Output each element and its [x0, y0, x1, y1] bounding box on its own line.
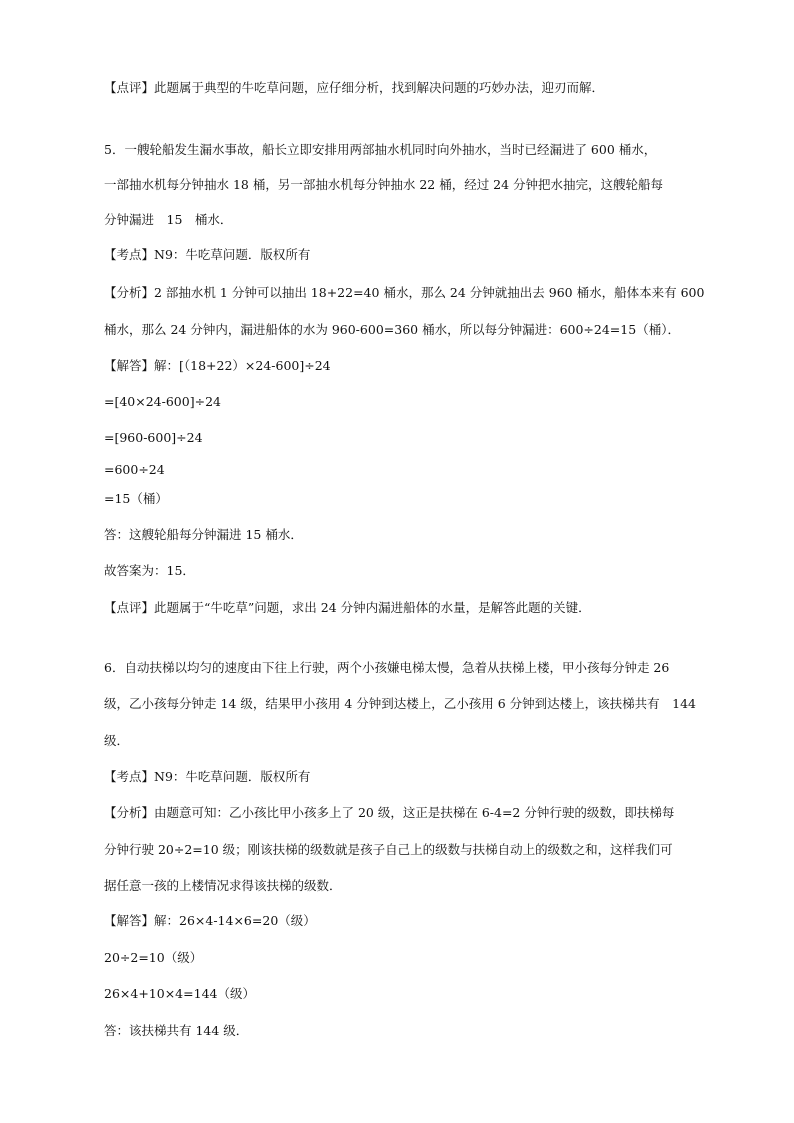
question-6-solution-step-2: 20÷2=10（级）	[104, 950, 203, 965]
question-5-solution-step-1: 【解答】解：[（18+22）×24-600]÷24	[104, 358, 331, 373]
question-5-text-line-3: 分钟漏进 15 桶水．	[104, 212, 233, 227]
question-6-analysis-line-2: 分钟行驶 20÷2=10 级；刚该扶梯的级数就是孩子自己上的级数与扶梯自动上的级数之和，这样我们可	[104, 842, 673, 857]
question-6-solution-step-1: 【解答】解：26×4-14×6=20（级）	[104, 913, 316, 928]
review-note-4: 【点评】此题属于典型的牛吃草问题，应仔细分析，找到解决问题的巧妙办法，迎刃而解．	[104, 80, 605, 95]
question-6-text-line-3: 级．	[104, 733, 130, 748]
question-5-solution-step-2: =[40×24-600]÷24	[104, 394, 221, 409]
question-5-final-answer: 故答案为：15．	[104, 563, 195, 578]
question-6-text-line-2: 级，乙小孩每分钟走 14 级，结果甲小孩用 4 分钟到达楼上，乙小孩用 6 分钟到达楼上，该扶梯共有 144	[104, 696, 697, 711]
question-6-knowledge-point: 【考点】N9：牛吃草问题．版权所有	[104, 769, 311, 784]
question-6-analysis-line-3: 据任意一孩的上楼情况求得该扶梯的级数．	[104, 878, 342, 893]
question-5-review-note: 【点评】此题属于“牛吃草”问题，求出 24 分钟内漏进船体的水量，是解答此题的关键．	[104, 600, 591, 615]
question-5-solution-step-4: =600÷24	[104, 462, 165, 477]
question-5-text-line-2: 一部抽水机每分钟抽水 18 桶，另一部抽水机每分钟抽水 22 桶，经过 24 分钟把水抽完，这艘轮船每	[104, 177, 664, 192]
question-5-text-line-1: 5．一艘轮船发生漏水事故，船长立即安排用两部抽水机同时向外抽水，当时已经漏进了 600 桶水，	[104, 142, 657, 157]
question-5-answer: 答：这艘轮船每分钟漏进 15 桶水．	[104, 527, 303, 542]
question-5-solution-step-5: =15（桶）	[104, 491, 168, 506]
question-6-analysis-line-1: 【分析】由题意可知：乙小孩比甲小孩多上了 20 级，这正是扶梯在 6-4=2 分钟行驶的级数，即扶梯每	[104, 805, 675, 820]
question-5-solution-step-3: =[960-600]÷24	[104, 430, 203, 445]
question-6-answer: 答：该扶梯共有 144 级．	[104, 1023, 249, 1038]
question-5-analysis-line-1: 【分析】2 部抽水机 1 分钟可以抽出 18+22=40 桶水，那么 24 分钟就抽出去 960 桶水，船体本来有 600	[104, 285, 705, 300]
question-5-analysis-line-2: 桶水，那么 24 分钟内，漏进船体的水为 960-600=360 桶水，所以每分钟漏进：600÷24=15（桶）．	[104, 322, 680, 337]
question-6-text-line-1: 6．自动扶梯以均匀的速度由下往上行驶，两个小孩嫌电梯太慢，急着从扶梯上楼，甲小孩每分钟走 26	[104, 660, 670, 675]
question-5-knowledge-point: 【考点】N9：牛吃草问题．版权所有	[104, 247, 311, 262]
question-6-solution-step-3: 26×4+10×4=144（级）	[104, 986, 255, 1001]
